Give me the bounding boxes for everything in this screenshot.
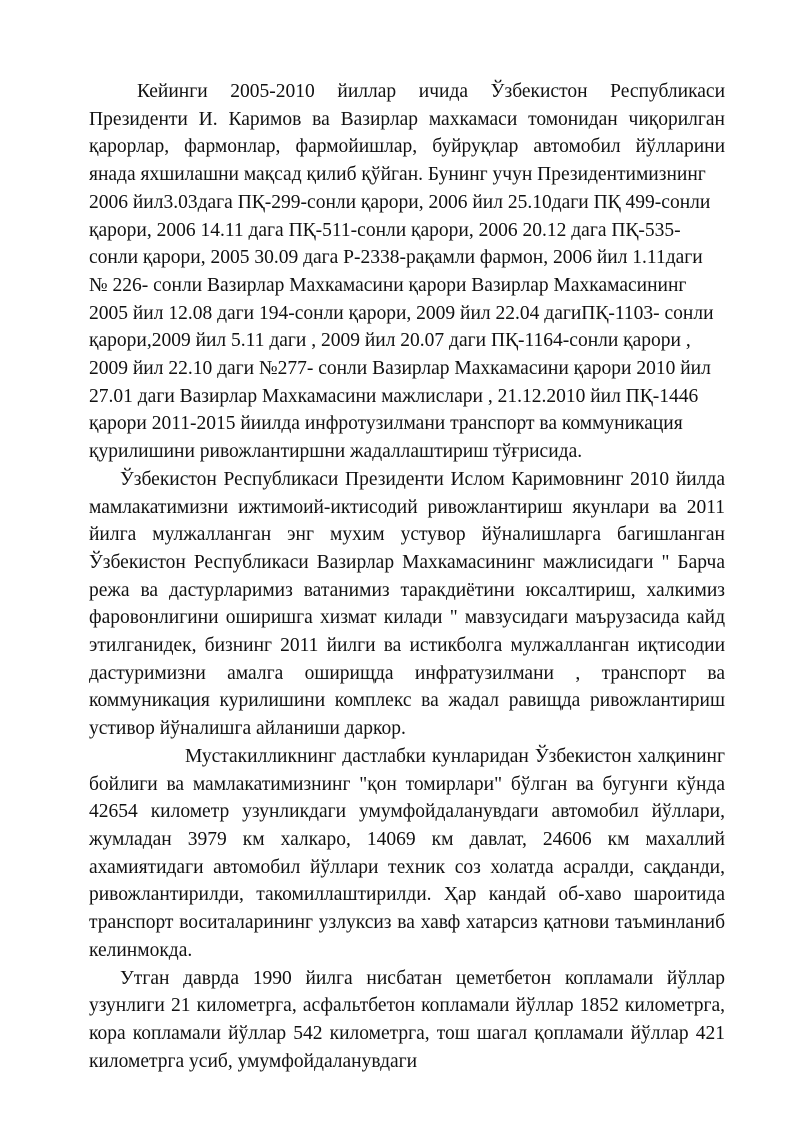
paragraph-3: Ўзбекистон Республикаси Президенти Ислом Каримовнинг 2010 йилда мамлакатимизни ижтимоий-иктисодий ривожлантириш якунлари ва 2011 йилга мулжалланган энг мухим устувор йўналишларга багишланган Ўзбекистон Республикаси Вазирлар Махкамасининг мажлисидаги " Барча режа ва дастурларимиз ватанимиз таракдиётини юксалтириш, халкимиз фаровонлигини оширишга хизмат килади " мавзусидаги маърузасида кайд этилганидек, бизнинг 2011 йилги ва истикболга мулжалланган иқтисодии дастуримизни амалга оширищда инфратузилмани , транспорт ва коммуникация курилишини комплекс ва жадал равищда ривожлантириш устивор йўналишга айланиши даркор. [89, 468, 725, 740]
paragraph-1: Кейинги 2005-2010 йиллар ичида Ўзбекистон Республикаси Президенти И. Каримов ва Вазирлар махкамаси томонидан чиқорилган қарорлар, фармонлар, фармойишлар, буйруқлар автомобил йўлларини янада яхшилашни мақсад қилиб қўйган. Бунинг учун Президентимизнинг [89, 81, 725, 186]
paragraph-2: 2006 йил3.03дага ПҚ-299-сонли қарори, 2006 йил 25.10даги ПҚ 499-сонли қарори, 2006 14.11 дага ПҚ-511-сонли қарори, 2006 20.12 дага ПҚ-535-сонли қарори, 2005 30.09 дага Р-2338-рақамли фармон, 2006 йил 1.11даги № 226- сонли Вазирлар Махкамасини қарори Вазирлар Махкамасининг 2005 йил 12.08 даги 194-сонли қарори, 2009 йил 22.04 дагиПҚ-1103- сонли қарори,2009 йил 5.11 даги , 2009 йил 20.07 даги ПҚ-1164-сонли қарори , 2009 йил 22.10 даги №277- сонли Вазирлар Махкамасини қарори 2010 йил 27.01 даги Вазирлар Махкамасини мажлислари , 21.12.2010 йил ПҚ-1446 қарори 2011-2015 йиилда инфротузилмани транспорт ва коммуникация қурилишини ривожлантиршни жадаллаштириш тўғрисида. [89, 191, 714, 463]
paragraph-4: Мустакилликнинг дастлабки кунларидан Ўзбекистон халқининг бойлиги ва мамлакатимизнинг "қон томирлари" бўлган ва бугунги кўнда 42654 километр узунликдаги умумфойдаланувдаги автомобил йўллари, жумладан 3979 км халкаро, 14069 км давлат, 24606 км махаллий ахамиятидаги автомобил йўллари техник соз холатда асралди, сақданди, ривожлантирилди, такомиллаштирилди. Ҳар кандай об-хаво шароитида транспорт воситаларининг узлуксиз ва хавф хатарсиз қатнови таъминланиб келинмокда. [89, 745, 725, 961]
paragraph-5: Утган даврда 1990 йилга нисбатан цеметбетон копламали йўллар узунлиги 21 километрга, асфальтбетон копламали йўллар 1852 километрга, кора копламали йўллар 542 километрга, тош шагал қопламали йўллар 421 километрга усиб, умумфойдаланувдаги [89, 967, 725, 1072]
document-body [89, 78, 725, 1075]
